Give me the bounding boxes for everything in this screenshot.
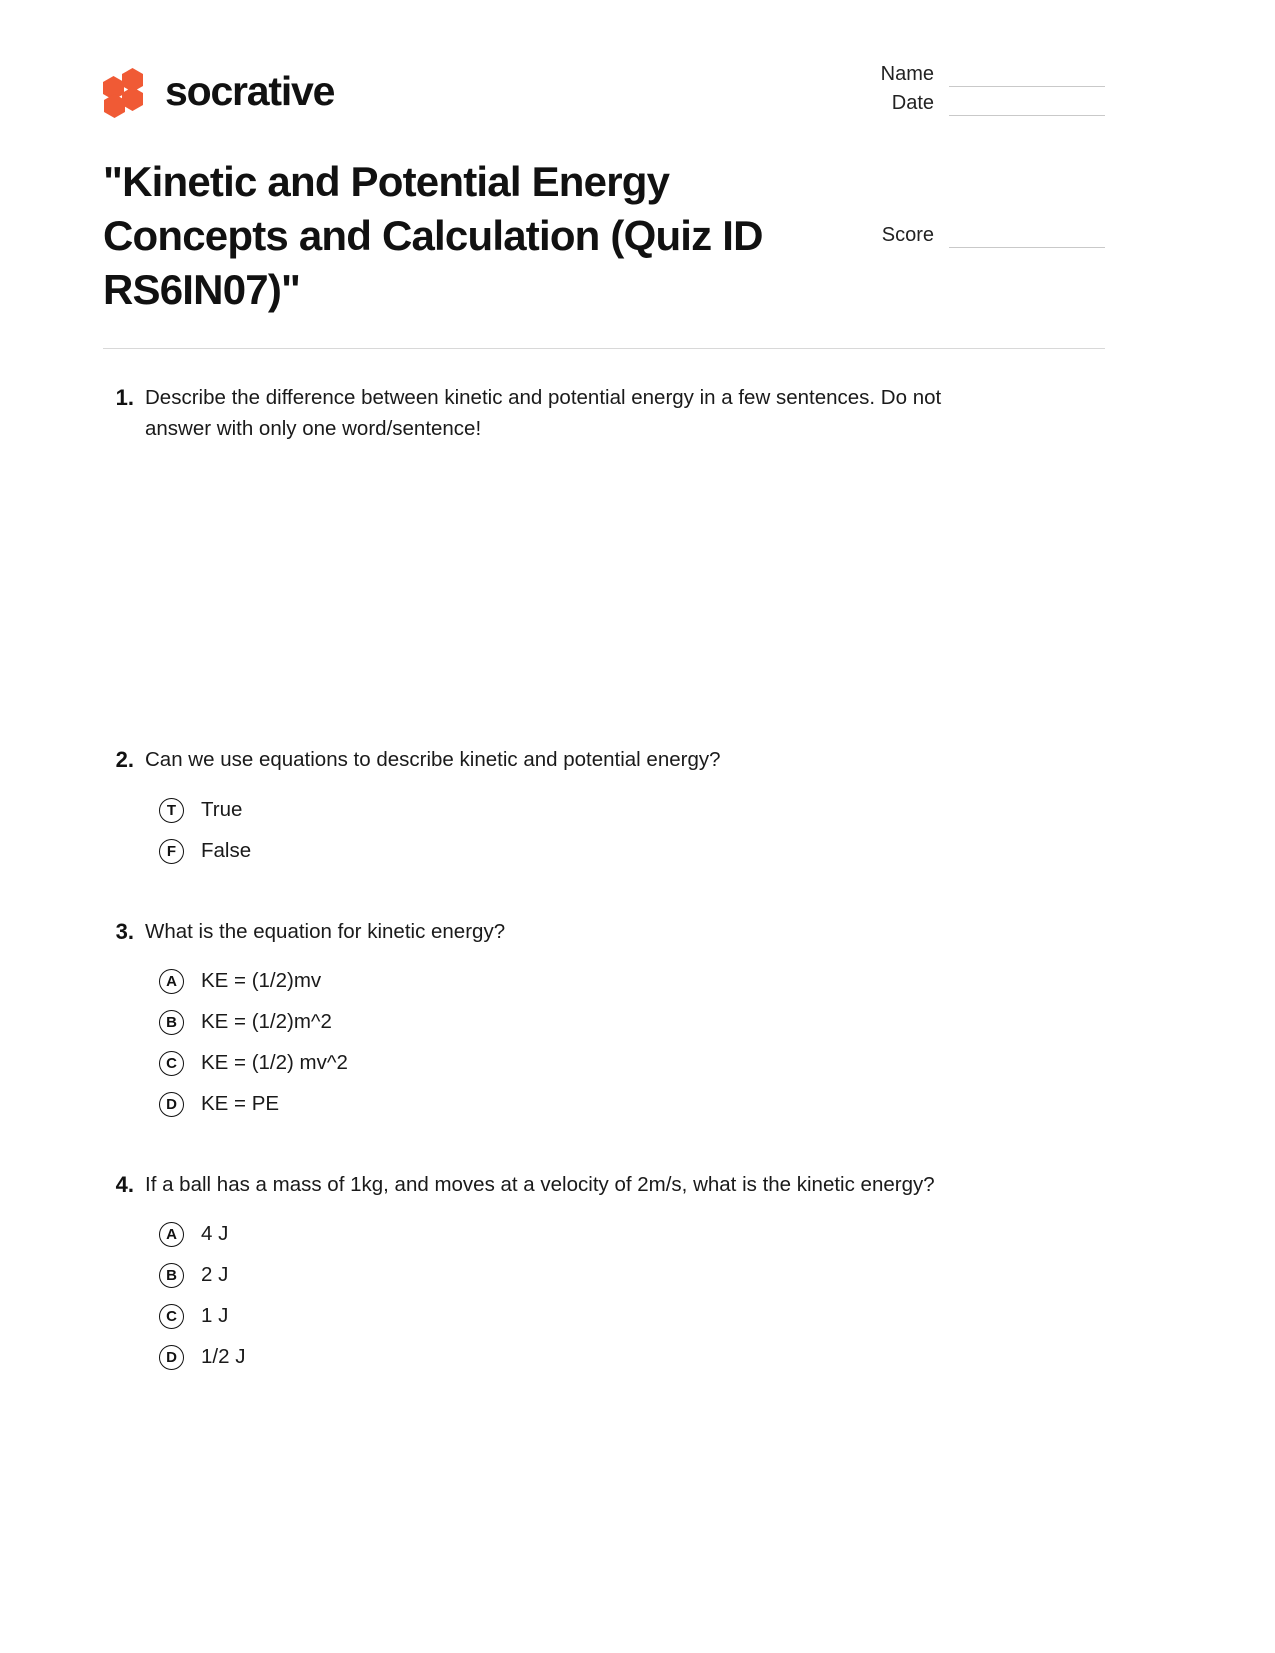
option-true[interactable] — [103, 790, 1105, 831]
question-4-head — [103, 1169, 1105, 1200]
option-3-a[interactable] — [103, 961, 1105, 1002]
question-2-head — [103, 744, 1105, 775]
page-title: "Kinetic and Potential Energy Concepts and Calculation (Quiz ID RS6IN07)" — [103, 158, 763, 313]
question-3-text: What is the equation for kinetic energy? — [145, 919, 506, 943]
brand-logo — [103, 68, 334, 114]
page-header — [103, 58, 1105, 138]
option-label-3-a: KE = (1/2)mv — [201, 969, 322, 993]
score-field-row — [805, 225, 1105, 248]
socrative-hex-logo-icon — [103, 68, 149, 114]
option-bubble-c[interactable]: C — [159, 1304, 184, 1329]
option-bubble-d[interactable]: D — [159, 1092, 184, 1117]
option-label-3-b: KE = (1/2)m^2 — [201, 1010, 332, 1034]
question-3-head — [103, 916, 1105, 947]
brand-name: socrative — [165, 67, 335, 114]
hex-shape-4 — [104, 94, 125, 118]
question-4-text: If a ball has a mass of 1kg, and moves at a velocity of 2m/s, what is the kinetic energy? — [145, 1172, 935, 1196]
date-input-line[interactable] — [949, 115, 1105, 116]
option-label-4-d: 1/2 J — [201, 1345, 246, 1369]
question-3-spacer — [103, 1125, 1105, 1169]
option-bubble-d[interactable]: D — [159, 1345, 184, 1370]
name-input-line[interactable] — [949, 86, 1105, 87]
option-bubble-b[interactable]: B — [159, 1263, 184, 1288]
question-1-number: 1. — [115, 385, 134, 410]
student-meta-fields — [805, 58, 1105, 116]
question-4-number: 4. — [115, 1171, 134, 1197]
question-2 — [103, 744, 1105, 915]
option-label-4-a: 4 J — [201, 1222, 229, 1246]
option-4-a[interactable] — [103, 1214, 1105, 1255]
question-4 — [103, 1169, 1105, 1378]
option-4-b[interactable] — [103, 1255, 1105, 1296]
question-3-options — [103, 961, 1105, 1125]
option-3-b[interactable] — [103, 1002, 1105, 1043]
question-1-head — [103, 382, 1105, 444]
hex-shape-3 — [122, 87, 143, 111]
option-label-3-d: KE = PE — [201, 1092, 280, 1116]
question-1 — [103, 382, 1105, 744]
title-area — [103, 155, 1105, 316]
option-label-4-c: 1 J — [201, 1304, 229, 1328]
option-bubble-b[interactable]: B — [159, 1010, 184, 1035]
question-2-options — [103, 790, 1105, 872]
option-bubble-t[interactable]: T — [159, 798, 184, 823]
date-label: Date — [891, 92, 934, 114]
question-1-answer-space[interactable] — [103, 444, 1105, 744]
option-3-c[interactable] — [103, 1043, 1105, 1084]
option-false[interactable] — [103, 831, 1105, 872]
question-1-text: Describe the difference between kinetic and potential energy in a few sentences. Do not answer with only one word/sentence! — [145, 386, 942, 441]
question-2-text: Can we use equations to describe kinetic and potential energy? — [145, 748, 721, 772]
option-label-3-c: KE = (1/2) mv^2 — [201, 1051, 348, 1075]
option-3-d[interactable] — [103, 1084, 1105, 1125]
score-label: Score — [881, 224, 934, 246]
date-field-row — [805, 87, 1105, 116]
question-2-spacer — [103, 872, 1105, 916]
name-label: Name — [880, 63, 934, 85]
option-bubble-c[interactable]: C — [159, 1051, 184, 1076]
option-bubble-a[interactable]: A — [159, 969, 184, 994]
score-input-line[interactable] — [949, 247, 1105, 248]
question-3 — [103, 916, 1105, 1169]
option-4-c[interactable] — [103, 1296, 1105, 1337]
option-label-true: True — [201, 797, 243, 821]
option-bubble-a[interactable]: A — [159, 1222, 184, 1247]
question-2-number: 2. — [115, 747, 134, 773]
option-label-4-b: 2 J — [201, 1263, 229, 1287]
option-bubble-f[interactable]: F — [159, 839, 184, 864]
question-3-number: 3. — [115, 918, 134, 944]
name-field-row — [805, 58, 1105, 87]
option-label-false: False — [201, 838, 252, 862]
question-list — [103, 382, 1105, 1378]
option-4-d[interactable] — [103, 1337, 1105, 1378]
header-divider — [103, 348, 1105, 349]
question-4-options — [103, 1214, 1105, 1378]
